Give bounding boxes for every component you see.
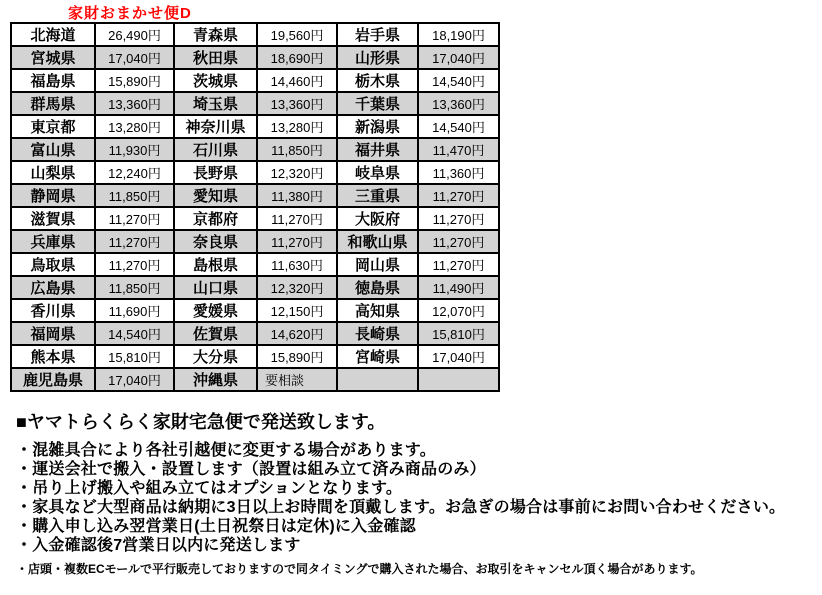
price-cell: 13,360円	[95, 92, 174, 115]
shipping-table-title: 家財おまかせ便D	[68, 5, 192, 22]
note-bullet: ・混雑具合により各社引越便に変更する場合があります。	[16, 442, 436, 459]
note-bullet: ・吊り上げ搬入や組み立てはオプションとなります。	[16, 480, 403, 497]
table-row	[11, 230, 499, 253]
price-cell: 11,270円	[95, 230, 174, 253]
prefecture-cell: 福岡県	[11, 322, 95, 345]
prefecture-cell: 京都府	[174, 207, 257, 230]
price-cell: 15,810円	[418, 322, 499, 345]
price-cell: 14,460円	[257, 69, 337, 92]
prefecture-cell: 兵庫県	[11, 230, 95, 253]
prefecture-cell: 千葉県	[337, 92, 418, 115]
price-cell: 14,540円	[95, 322, 174, 345]
price-cell: 11,690円	[95, 299, 174, 322]
prefecture-cell: 高知県	[337, 299, 418, 322]
price-cell: 11,470円	[418, 138, 499, 161]
price-cell: 12,320円	[257, 161, 337, 184]
note-bullet: ・家具など大型商品は納期に3日以上お時間を頂戴します。お急ぎの場合は事前にお問い合わせください。	[16, 499, 786, 516]
table-row	[11, 161, 499, 184]
price-cell: 14,540円	[418, 69, 499, 92]
prefecture-cell: 奈良県	[174, 230, 257, 253]
price-cell: 12,240円	[95, 161, 174, 184]
price-cell: 要相談	[257, 368, 337, 391]
prefecture-cell: 埼玉県	[174, 92, 257, 115]
prefecture-cell: 長野県	[174, 161, 257, 184]
price-cell: 12,070円	[418, 299, 499, 322]
prefecture-cell: 石川県	[174, 138, 257, 161]
prefecture-cell: 愛知県	[174, 184, 257, 207]
price-cell: 17,040円	[95, 368, 174, 391]
prefecture-cell: 佐賀県	[174, 322, 257, 345]
price-cell: 13,360円	[418, 92, 499, 115]
prefecture-cell: 沖縄県	[174, 368, 257, 391]
prefecture-cell: 和歌山県	[337, 230, 418, 253]
table-row	[11, 276, 499, 299]
price-cell: 11,380円	[257, 184, 337, 207]
table-row	[11, 368, 499, 391]
prefecture-cell: 滋賀県	[11, 207, 95, 230]
prefecture-cell: 福井県	[337, 138, 418, 161]
prefecture-cell: 栃木県	[337, 69, 418, 92]
price-cell: 13,280円	[257, 115, 337, 138]
prefecture-cell: 岡山県	[337, 253, 418, 276]
prefecture-cell: 神奈川県	[174, 115, 257, 138]
notes-bullet-list	[16, 441, 820, 555]
table-row	[11, 46, 499, 69]
prefecture-cell: 熊本県	[11, 345, 95, 368]
prefecture-cell: 茨城県	[174, 69, 257, 92]
prefecture-cell: 鹿児島県	[11, 368, 95, 391]
parallel-sale-note: ・店頭・複数ECモールで平行販売しておりますので同タイミングで購入された場合、お取引をキャンセル頂く場合があります。	[16, 562, 703, 576]
prefecture-cell: 福島県	[11, 69, 95, 92]
price-cell: 15,810円	[95, 345, 174, 368]
prefecture-cell: 宮城県	[11, 46, 95, 69]
price-cell: 11,270円	[257, 207, 337, 230]
prefecture-cell: 鳥取県	[11, 253, 95, 276]
prefecture-cell: 群馬県	[11, 92, 95, 115]
price-cell: 11,270円	[418, 253, 499, 276]
price-cell: 11,930円	[95, 138, 174, 161]
price-cell: 12,150円	[257, 299, 337, 322]
price-cell	[418, 368, 499, 391]
prefecture-cell: 山梨県	[11, 161, 95, 184]
prefecture-cell: 大阪府	[337, 207, 418, 230]
price-cell: 15,890円	[95, 69, 174, 92]
table-row	[11, 115, 499, 138]
price-cell: 18,690円	[257, 46, 337, 69]
price-cell: 11,360円	[418, 161, 499, 184]
prefecture-cell: 香川県	[11, 299, 95, 322]
price-cell: 14,540円	[418, 115, 499, 138]
table-row	[11, 92, 499, 115]
price-cell: 26,490円	[95, 23, 174, 46]
shipping-fee-table	[10, 22, 500, 392]
prefecture-cell: 青森県	[174, 23, 257, 46]
price-cell: 13,360円	[257, 92, 337, 115]
prefecture-cell: 岩手県	[337, 23, 418, 46]
price-cell: 11,850円	[95, 184, 174, 207]
price-cell: 17,040円	[418, 345, 499, 368]
prefecture-cell: 広島県	[11, 276, 95, 299]
price-cell: 12,320円	[257, 276, 337, 299]
price-cell: 11,490円	[418, 276, 499, 299]
note-bullet: ・運送会社で搬入・設置します（設置は組み立て済み商品のみ）	[16, 461, 486, 478]
prefecture-cell: 山形県	[337, 46, 418, 69]
prefecture-cell: 静岡県	[11, 184, 95, 207]
prefecture-cell: 北海道	[11, 23, 95, 46]
prefecture-cell: 岐阜県	[337, 161, 418, 184]
price-cell: 15,890円	[257, 345, 337, 368]
prefecture-cell: 徳島県	[337, 276, 418, 299]
prefecture-cell: 大分県	[174, 345, 257, 368]
price-cell: 11,270円	[95, 207, 174, 230]
table-row	[11, 69, 499, 92]
price-cell: 11,270円	[95, 253, 174, 276]
price-cell: 13,280円	[95, 115, 174, 138]
price-cell: 11,270円	[257, 230, 337, 253]
price-cell: 11,270円	[418, 207, 499, 230]
price-cell: 11,850円	[257, 138, 337, 161]
price-cell: 18,190円	[418, 23, 499, 46]
prefecture-cell: 山口県	[174, 276, 257, 299]
prefecture-cell: 三重県	[337, 184, 418, 207]
shipping-notes	[16, 412, 820, 577]
table-row	[11, 184, 499, 207]
prefecture-cell: 東京都	[11, 115, 95, 138]
table-row	[11, 253, 499, 276]
table-row	[11, 345, 499, 368]
price-cell: 11,270円	[418, 230, 499, 253]
price-cell: 17,040円	[95, 46, 174, 69]
prefecture-cell: 愛媛県	[174, 299, 257, 322]
prefecture-cell: 島根県	[174, 253, 257, 276]
notes-heading: ■ヤマトらくらく家財宅急便で発送致します。	[16, 412, 386, 432]
table-row	[11, 299, 499, 322]
table-row	[11, 322, 499, 345]
table-row	[11, 207, 499, 230]
prefecture-cell	[337, 368, 418, 391]
shipping-fee-table-body	[11, 23, 499, 391]
price-cell: 14,620円	[257, 322, 337, 345]
price-cell: 19,560円	[257, 23, 337, 46]
price-cell: 11,270円	[418, 184, 499, 207]
prefecture-cell: 富山県	[11, 138, 95, 161]
price-cell: 11,850円	[95, 276, 174, 299]
prefecture-cell: 宮崎県	[337, 345, 418, 368]
prefecture-cell: 長崎県	[337, 322, 418, 345]
prefecture-cell: 新潟県	[337, 115, 418, 138]
note-bullet: ・購入申し込み翌営業日(土日祝祭日は定休)に入金確認	[16, 518, 416, 535]
price-cell: 11,630円	[257, 253, 337, 276]
table-row	[11, 23, 499, 46]
table-row	[11, 138, 499, 161]
prefecture-cell: 秋田県	[174, 46, 257, 69]
price-cell: 17,040円	[418, 46, 499, 69]
note-bullet: ・入金確認後7営業日以内に発送します	[16, 537, 301, 554]
